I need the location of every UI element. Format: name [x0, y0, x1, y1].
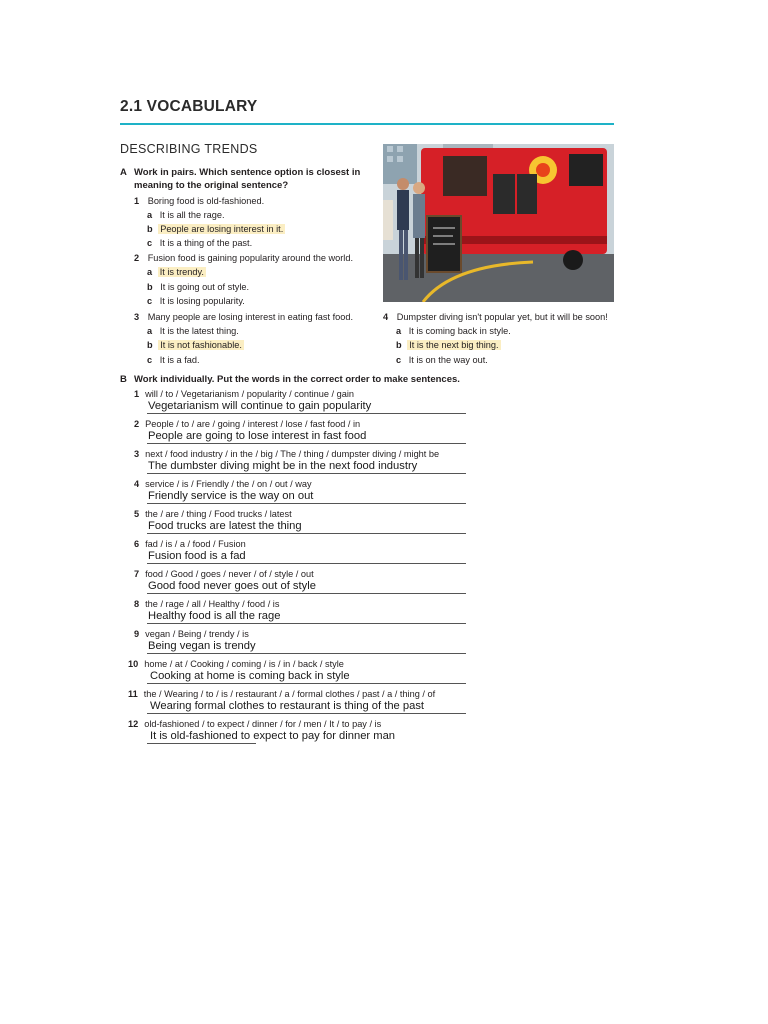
option-4c — [396, 354, 488, 366]
question-3 — [134, 311, 353, 323]
answer-field[interactable]: The dumbster diving might be in the next food industry — [148, 460, 418, 472]
word-prompt: will / to / Vegetarianism / popularity / continue / gain — [145, 389, 354, 399]
answer-field[interactable]: Cooking at home is coming back in style — [150, 670, 350, 682]
option-letter: c — [147, 296, 153, 306]
option-2a — [147, 266, 206, 278]
answer-underline — [147, 743, 256, 744]
option-text-highlighted: It is not fashionable. — [160, 340, 242, 350]
answer-field[interactable]: People are going to lose interest in fast food — [148, 430, 367, 442]
question-number: 4 — [383, 312, 389, 322]
answer-underline — [147, 623, 466, 624]
exercise-b-item-8 — [134, 598, 279, 610]
option-text: It is the latest thing. — [159, 326, 239, 336]
section-a-instruction-line1: Work in pairs. Which sentence option is closest in — [134, 167, 361, 178]
word-prompt: next / food industry / in the / big / The / thing / dumpster diving / might be — [145, 449, 440, 459]
answer-underline — [147, 473, 466, 474]
option-letter: c — [396, 355, 402, 365]
item-number: 8 — [134, 599, 140, 609]
option-2c — [147, 295, 245, 307]
option-text: It is a fad. — [159, 355, 200, 365]
word-prompt: the / Wearing / to / is / restaurant / a / formal clothes / past / a / thing / of — [143, 689, 436, 699]
question-number: 2 — [134, 253, 140, 263]
item-number: 1 — [134, 389, 140, 399]
option-letter: a — [147, 210, 153, 220]
option-letter: b — [147, 282, 153, 292]
item-number: 4 — [134, 479, 140, 489]
option-text: It is going out of style. — [160, 282, 250, 292]
item-number: 9 — [134, 629, 140, 639]
item-number: 10 — [128, 659, 139, 669]
answer-underline — [147, 413, 466, 414]
option-text: It is on the way out. — [408, 355, 488, 365]
option-letter: c — [147, 238, 153, 248]
question-number: 1 — [134, 196, 140, 206]
section-a-letter: A — [120, 167, 127, 178]
option-letter: b — [147, 340, 153, 350]
exercise-b-item-3 — [134, 448, 439, 460]
option-3a — [147, 325, 239, 337]
option-letter: a — [147, 326, 153, 336]
option-letter: a — [147, 267, 153, 277]
word-prompt: the / are / thing / Food trucks / latest — [145, 509, 292, 519]
option-letter: b — [396, 340, 402, 350]
option-text-highlighted: People are losing interest in it. — [160, 224, 284, 234]
option-letter: a — [396, 326, 402, 336]
option-text: It is a thing of the past. — [159, 238, 253, 248]
option-4b — [396, 339, 501, 351]
item-number: 12 — [128, 719, 139, 729]
food-truck-illustration — [383, 144, 614, 302]
exercise-b-item-12 — [128, 718, 381, 730]
answer-field[interactable]: Being vegan is trendy — [148, 640, 256, 652]
answer-field[interactable]: Fusion food is a fad — [148, 550, 246, 562]
section-b-instruction: Work individually. Put the words in the correct order to make sentences. — [134, 374, 460, 385]
option-2b — [147, 281, 249, 293]
answer-field[interactable]: Friendly service is the way on out — [148, 490, 314, 502]
section-heading: DESCRIBING TRENDS — [120, 142, 258, 156]
page-title: 2.1 VOCABULARY — [120, 98, 258, 115]
answer-underline — [147, 653, 466, 654]
question-text: Dumpster diving isn't popular yet, but it will be soon! — [396, 312, 608, 322]
word-prompt: home / at / Cooking / coming / is / in / back / style — [144, 659, 344, 669]
option-1a — [147, 209, 225, 221]
question-text: Boring food is old-fashioned. — [147, 196, 265, 206]
answer-underline — [147, 503, 466, 504]
answer-field[interactable]: Wearing formal clothes to restaurant is thing of the past — [150, 700, 425, 712]
exercise-b-item-10 — [128, 658, 344, 670]
exercise-b-item-11 — [128, 688, 435, 700]
item-number: 11 — [128, 689, 138, 699]
answer-underline — [147, 533, 466, 534]
word-prompt: fad / is / a / food / Fusion — [145, 539, 246, 549]
word-prompt: vegan / Being / trendy / is — [145, 629, 249, 639]
option-1c — [147, 237, 252, 249]
section-a-instruction — [134, 166, 360, 192]
answer-field[interactable]: It is old-fashioned to expect to pay for dinner man — [150, 730, 396, 742]
exercise-b-item-9 — [134, 628, 249, 640]
answer-field[interactable]: Healthy food is all the rage — [148, 610, 281, 622]
option-3c — [147, 354, 200, 366]
exercise-b-item-4 — [134, 478, 312, 490]
option-3b — [147, 339, 244, 351]
section-b-letter: B — [120, 374, 127, 385]
exercise-b-item-5 — [134, 508, 292, 520]
answer-underline — [147, 593, 466, 594]
exercise-b-item-2 — [134, 418, 360, 430]
item-number: 7 — [134, 569, 140, 579]
question-text: Many people are losing interest in eating fast food. — [147, 312, 354, 322]
question-2 — [134, 252, 353, 264]
option-text-highlighted: It is the next big thing. — [409, 340, 499, 350]
question-text: Fusion food is gaining popularity around the world. — [147, 253, 354, 263]
option-letter: c — [147, 355, 153, 365]
answer-underline — [147, 563, 466, 564]
question-number: 3 — [134, 312, 140, 322]
exercise-b-item-7 — [134, 568, 314, 580]
answer-field[interactable]: Good food never goes out of style — [148, 580, 316, 592]
word-prompt: food / Good / goes / never / of / style / out — [145, 569, 314, 579]
exercise-b-item-1 — [134, 388, 354, 400]
item-number: 5 — [134, 509, 140, 519]
word-prompt: service / is / Friendly / the / on / out / way — [145, 479, 312, 489]
option-text: It is all the rage. — [159, 210, 225, 220]
option-4a — [396, 325, 511, 337]
option-text: It is losing popularity. — [159, 296, 245, 306]
answer-underline — [147, 713, 466, 714]
question-1 — [134, 195, 264, 207]
word-prompt: People / to / are / going / interest / lose / fast food / in — [145, 419, 361, 429]
question-4 — [383, 311, 608, 323]
answer-underline — [147, 683, 466, 684]
option-1b — [147, 223, 285, 235]
word-prompt: the / rage / all / Healthy / food / is — [145, 599, 280, 609]
item-number: 6 — [134, 539, 140, 549]
answer-field[interactable]: Vegetarianism will continue to gain popularity — [148, 400, 372, 412]
title-divider — [120, 123, 614, 125]
option-text-highlighted: It is trendy. — [159, 267, 204, 277]
answer-underline — [147, 443, 466, 444]
option-text: It is coming back in style. — [408, 326, 511, 336]
section-a-instruction-line2: meaning to the original sentence? — [134, 180, 289, 191]
food-truck-photo — [383, 144, 614, 302]
option-letter: b — [147, 224, 153, 234]
exercise-b-item-6 — [134, 538, 246, 550]
item-number: 2 — [134, 419, 140, 429]
word-prompt: old-fashioned / to expect / dinner / for / men / It / to pay / is — [144, 719, 382, 729]
answer-field[interactable]: Food trucks are latest the thing — [148, 520, 302, 532]
item-number: 3 — [134, 449, 140, 459]
